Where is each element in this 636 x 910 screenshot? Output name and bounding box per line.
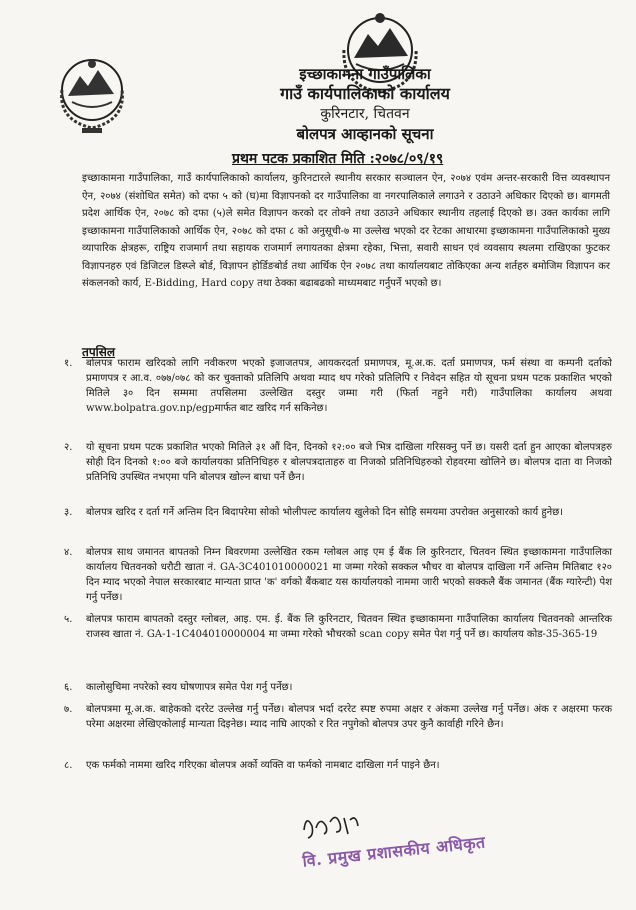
nepal-emblem-left-icon (52, 50, 132, 136)
list-item-number: ४. (64, 547, 73, 558)
letterhead (230, 64, 500, 144)
list-item-number: ३. (64, 507, 73, 518)
list-item-text: बोलपत्र फाराम बापतको दस्तुर ग्लोबल, आइ. एम. ई. बैंक लि कुरिनटार, चितवन स्थित इच्छाकामना गाउँपालिका कार्यालय चितवनको आन्तरिक राजस्व खाता नं. GA-1-1C404010000004 मा जम्मा गरेको भौचरको scan copy समेत पेश गर्नु पर्ने छ। कार्यालय कोड-35-365-19 (86, 614, 612, 640)
list-item-text: कालोसुचिमा नपरेको स्वय घोषणापत्र समेत पेश गर्नु पर्नेछ। (86, 682, 293, 693)
list-item-text: बोलपत्र साथ जमानत बापतको निम्न बिवरणमा उल्लेखित रकम ग्लोबल आइ एम ई बैंक लि कुरिनटार, चितवन स्थित इच्छाकामना गाउँपालिका कार्यालय चितवनको धरौटी खाता नं. GA-3C401010000021 मा जम्मा गरेको सक्कल भौचर वा बोलपत्र दाखिला गर्ने अन्तिम मितिबाट १२० दिन म्याद भएको नेपाल सरकारबाट मान्यता प्राप्त 'क' वर्गको बैंकबाट यस कार्यालयको नाममा जारी भएको सक्कलै बैंक जमानत (बैंक ग्यारेन्टी) पेश गर्नु पर्नेछ। (86, 547, 612, 603)
list-item-text: बोलपत्रमा मू.अ.क. बाहेकको दररेट उल्लेख गर्नु पर्नेछ। बोलपत्र भर्दा दररेट स्पष्ट रुपमा अक्षर र अंकमा उल्लेख गर्नु पर्नेछ। अंक र अक्षरमा फरक परेमा अक्षरमा लेखिएकोलाई मान्यता दिइनेछ। म्याद नाघि आएको र रित नपुगेको बोलपत्र उपर कुनै कार्वाही गरिने छैन। (86, 704, 612, 730)
municipality-name: इच्छाकामना गाउँपालिका (299, 65, 431, 83)
list-item-number: ८. (64, 760, 73, 771)
list-item-number: २. (64, 442, 73, 453)
list-item-text: बोलपत्र खरिद र दर्ता गर्ने अन्तिम दिन बिदापरेमा सोको भोलीपल्ट कार्यालय खुलेको दिन सोहि समयमा उपरोक्त अनुसारको कार्य हुनेछ। (86, 507, 564, 518)
intro-paragraph: इच्छाकामना गाउँपालिका, गाउँ कार्यपालिकाको कार्यालय, कुरिनटारले स्थानीय सरकार सञ्चालन ऐन, २०७४ एवंम अन्तर-सरकारी वित्त व्यवस्थापन ऐन, २०७४ (संशोधित समेत) को दफा ५ को (घ)मा विज्ञापनको दर गाउँपालिका वा नगरपालिकाले लगाउने र उठाउने अधिकार दिएको छ। बागमती प्रदेश आर्थिक ऐन, २०७८ को दफा (५)ले समेत विज्ञापन करको दर तोक्ने तथा उठाउने अधिकार स्थानीय तहलाई दिएको छ। उक्त कार्यका लागि इच्छाकामना गाउँपालिकाको आर्थिक ऐन, २०७८ को दफा ८ को अनुसूची-७ मा उल्लेख भएको दर रेटका आधारमा इच्छाकामना गाउँपालिकाको मुख्य व्यापारिक क्षेत्रहरू, राष्ट्रिय राजमार्ग तथा सहायक राजमार्ग लगायतका क्षेत्रमा रहेका, भित्ता, सवारी साधन एवं व्यवसाय स्थलमा राखिएका फुटकर विज्ञापनहरु एवं डिजिटल डिस्प्ले बोर्ड, विज्ञापन होर्डिङबोर्ड तथा आर्थिक ऐन २०७८ तथा कार्यालयबाट तोकिएका अन्य शर्तहरु बमोजिम विज्ञापन कर संकलनको कार्य, E-Bidding, Hard copy तथा ठेक्का बढाबढको माध्यमबाट गर्नुपर्ने भएको छ। (82, 173, 610, 289)
list-item-number: ५. (64, 614, 73, 625)
office-location: कुरिनटार, चितवन (320, 106, 410, 122)
section-title-details: तपसिल (82, 345, 116, 359)
signature-icon (300, 808, 362, 842)
list-item-number: १. (64, 358, 73, 369)
official-stamp: वि. प्रमुख प्रशासकीय अधिकृत (301, 832, 487, 871)
list-item-text: बोलपत्र फाराम खरिदको लागि नवीकरण भएको इजाजतपत्र, आयकरदर्ता प्रमाणपत्र, मू.अ.क. दर्ता प्रमाणपत्र, फर्म संस्था वा कम्पनी दर्ताको प्रमाणपत्र र आ.व. ०७७/०७८ को कर चुक्ताको प्रतिलिपि अथवा म्याद थप गरेको प्रतिलिपि र निवेदन सहित यो सूचना प्रथम पटक प्रकाशित भएको मितिले ३० दिन सम्ममा तपसिलमा उल्लेखित दस्तुर जम्मा गरी (फिर्ता नहुने गरी) गाउँपालिका कार्यालय अथवा www.bolpatra.gov.np/egpमार्फत बाट खरिद गर्न सकिनेछ। (86, 358, 612, 414)
list-item-number: ६. (64, 682, 73, 693)
list-item-text: एक फर्मको नाममा खरिद गरिएका बोलपत्र अर्को व्यक्ति वा फर्मको नामबाट दाखिला गर्न पाइने छैन। (86, 760, 440, 771)
office-name: गाउँ कार्यपालिकाको कार्यालय (280, 84, 450, 103)
notice-title: बोलपत्र आव्हानको सूचना (296, 125, 434, 143)
list-item-number: ७. (64, 704, 73, 715)
list-item-text: यो सूचना प्रथम पटक प्रकाशित भएको मितिले ३१ औं दिन, दिनको १२:०० बजे भित्र दाखिला गरिसक्नु पर्ने छ। यसरी दर्ता हुन आएका बोलपत्रहरु सोही दिन दिनको १:०० बजे कार्यालयका प्रतिनिधिहरु र बोलपत्रदाताहरु वा निजको प्रतिनिधिहरुको रोहवरमा खोलिने छ। बोलपत्र दाता वा निजको प्रतिनिधि उपस्थित नभएमा पनि बोलपत्र खोल्न बाधा पर्ने छैन। (86, 442, 612, 483)
publication-date: प्रथम पटक प्रकाशित मिति :२०७८/०९/१९ (232, 151, 444, 167)
